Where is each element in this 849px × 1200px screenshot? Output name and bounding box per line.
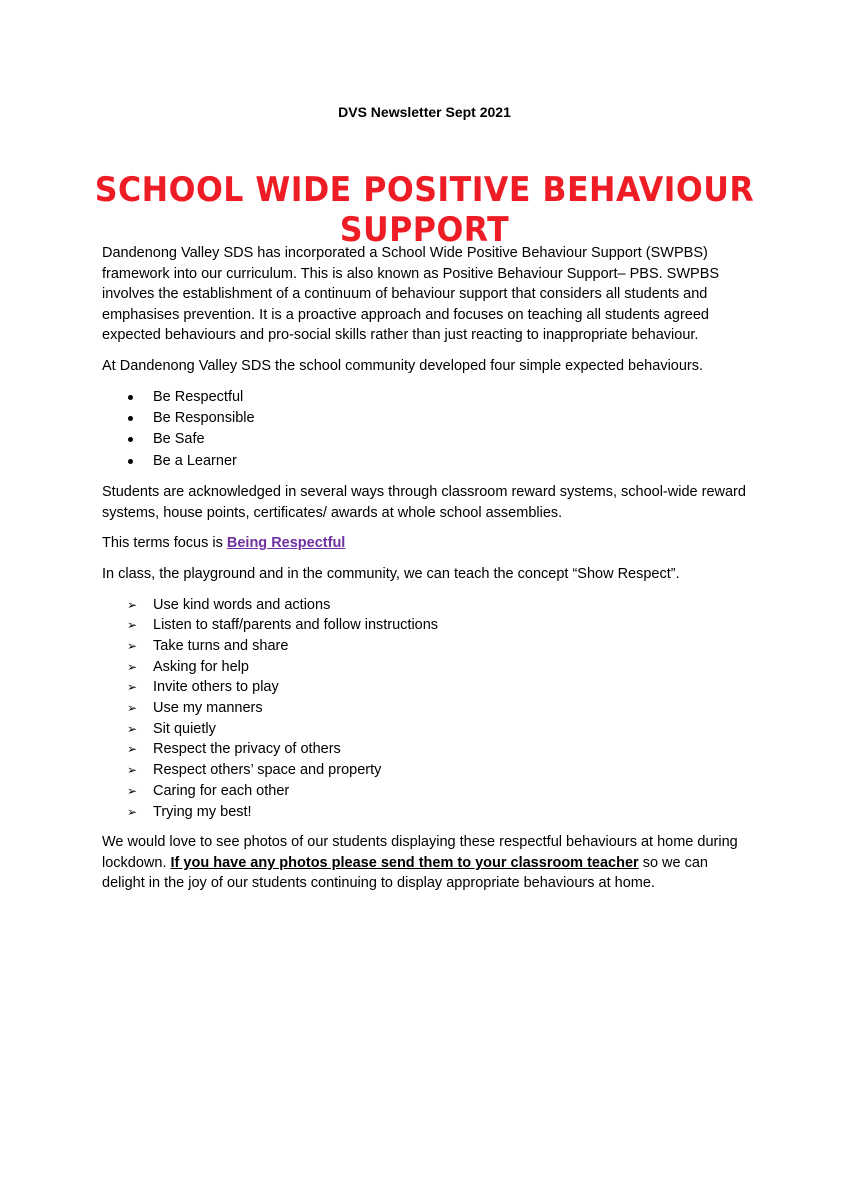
arrow-bullet-icon: ➢ [127, 680, 138, 695]
expected-intro: At Dandenong Valley SDS the school community developed four simple expected behaviours. [102, 357, 704, 374]
list-item-text: Use kind words and actions [153, 596, 331, 613]
list-item: Be Responsible [102, 408, 747, 429]
list-item: Be a Learner [102, 451, 747, 472]
list-item [102, 698, 747, 719]
focus-link[interactable]: Being Respectful [226, 535, 346, 552]
respect-list [102, 595, 747, 823]
arrow-bullet-icon: ➢ [127, 659, 138, 674]
list-item [102, 677, 747, 698]
intro-paragraph: Dandenong Valley SDS has incorporated a School Wide Positive Behaviour Support (SWPBS) framework into our curriculum. This is also known as Positive Behaviour Support– PBS. SWPBS involves the establishment of a continuum of behaviour support that considers all students and emphasises prevention. It is a proactive approach and focuses on teaching all students agreed expected behaviours and pro-social skills rather than just reacting to inappropriate behaviour. [102, 245, 720, 344]
article-body [102, 243, 747, 904]
list-item [102, 615, 747, 636]
list-item [102, 760, 747, 781]
arrow-bullet-icon: ➢ [127, 763, 138, 778]
expected-behaviours-list [102, 387, 747, 473]
focus-paragraph [102, 533, 747, 554]
list-item: Be Safe [102, 429, 747, 450]
arrow-bullet-icon: ➢ [127, 618, 138, 633]
list-item-text: Caring for each other [153, 782, 290, 799]
list-item-text: Listen to staff/parents and follow instructions [153, 617, 439, 634]
list-item [102, 781, 747, 802]
list-item-text: Use my manners [153, 700, 263, 717]
closing-text-before: We would love to see photos of our students displaying these respectful behaviours at home during lockdown. [102, 834, 738, 871]
arrow-bullet-icon: ➢ [127, 742, 138, 757]
list-item-text: Sit quietly [153, 720, 216, 737]
page-title: SCHOOL WIDE POSITIVE BEHAVIOUR SUPPORT [94, 170, 755, 250]
list-item-text: Asking for help [153, 658, 249, 675]
arrow-bullet-icon: ➢ [127, 638, 138, 653]
list-item [102, 657, 747, 678]
arrow-bullet-icon: ➢ [127, 597, 138, 612]
arrow-bullet-icon: ➢ [127, 701, 138, 716]
arrow-bullet-icon: ➢ [127, 804, 138, 819]
list-item [102, 636, 747, 657]
closing-paragraph [102, 832, 747, 894]
list-item-text: Trying my best! [153, 803, 252, 820]
list-item [102, 595, 747, 616]
closing-text-after: so we can delight in the joy of our students continuing to display appropriate behaviours at home. [102, 854, 709, 892]
list-item-text: Respect the privacy of others [153, 741, 341, 758]
acknowledged-paragraph: Students are acknowledged in several ways through classroom reward systems, school-wide reward systems, house points, certificates/ awards at whole school assemblies. [102, 484, 746, 521]
list-item-text: Respect others’ space and property [153, 762, 382, 779]
show-respect-intro: In class, the playground and in the community, we can teach the concept “Show Respect”. [102, 565, 680, 582]
list-item-text: Invite others to play [153, 679, 279, 696]
list-item [102, 802, 747, 823]
list-item-text: Take turns and share [153, 637, 289, 654]
list-item [102, 719, 747, 740]
closing-emphasis: If you have any photos please send them to your classroom teacher [170, 854, 639, 871]
arrow-bullet-icon: ➢ [127, 721, 138, 736]
arrow-bullet-icon: ➢ [127, 783, 138, 798]
newsletter-header: DVS Newsletter Sept 2021 [338, 104, 511, 120]
focus-prefix: This terms focus is [102, 535, 227, 552]
list-item [102, 739, 747, 760]
list-item: Be Respectful [102, 387, 747, 408]
